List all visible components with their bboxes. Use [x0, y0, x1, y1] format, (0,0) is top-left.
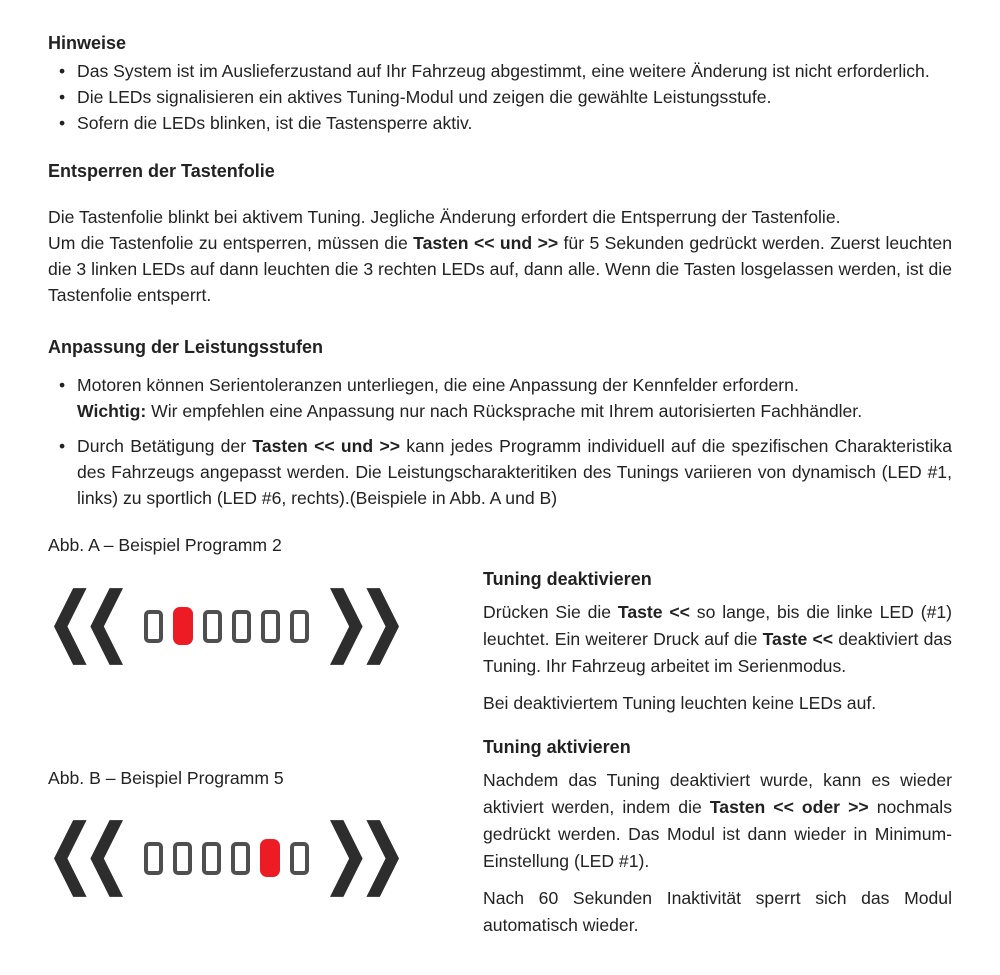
chevrons-right-icon: [330, 588, 399, 665]
anpassung-list: [48, 372, 952, 511]
hinweise-title: Hinweise: [48, 33, 127, 53]
tuning-aktivieren-paragraph: Nachdem das Tuning deaktiviert wurde, kann es wieder aktiviert werden, indem die Tasten << oder >> nochmals gedrückt werden. Das Modul ist dann wieder in Minimum-Einstellung (LED #1).: [483, 770, 952, 871]
list-item: • Sofern die LEDs blinken, ist die Tastensperre aktiv.: [48, 110, 952, 136]
led-off: [202, 842, 221, 875]
section-entsperren: [48, 158, 952, 308]
tuning-aktivieren-note: Nach 60 Sekunden Inaktivität sperrt sich das Modul automatisch wieder.: [483, 888, 952, 935]
chevrons-right-icon: [330, 820, 399, 897]
entsperren-intro: Die Tastenfolie blinkt bei aktivem Tuning. Jegliche Änderung erfordert die Entsperrung der Tastenfolie.: [48, 207, 841, 227]
led-indicator-row: [144, 839, 309, 877]
led-off: [232, 610, 251, 643]
led-off: [261, 610, 280, 643]
led-off: [290, 842, 309, 875]
anpassung-bullet1-line2: Wichtig: Wir empfehlen eine Anpassung nur nach Rücksprache mit Ihrem autorisierten Fachhändler.: [77, 401, 863, 421]
led-off: [231, 842, 250, 875]
entsperren-title: Entsperren der Tastenfolie: [48, 161, 275, 181]
led-off: [144, 610, 163, 643]
anpassung-title: Anpassung der Leistungsstufen: [48, 337, 324, 357]
list-item: • Die LEDs signalisieren ein aktives Tuning-Modul und zeigen die gewählte Leistungsstufe.: [48, 84, 952, 110]
list-item: [48, 372, 952, 424]
led-off: [144, 842, 163, 875]
led-off: [290, 610, 309, 643]
tuning-aktivieren-title: Tuning aktivieren: [483, 737, 631, 757]
instructions-column: [483, 566, 952, 949]
figure-b-graphic: [54, 816, 399, 900]
figure-a-graphic: [54, 584, 399, 668]
anpassung-bullet1-line1: • Motoren können Serientoleranzen unterliegen, die eine Anpassung der Kennfelder erfordern.: [77, 375, 799, 395]
led-indicator-row: [144, 607, 309, 645]
section-anpassung: [48, 334, 952, 511]
chevrons-left-icon: [54, 588, 123, 665]
figure-a-label: Abb. A – Beispiel Programm 2: [48, 535, 282, 555]
led-off: [173, 842, 192, 875]
tuning-deaktivieren-note: Bei deaktiviertem Tuning leuchten keine LEDs auf.: [483, 693, 877, 713]
figures-and-instructions: [48, 532, 952, 936]
figure-b-label: Abb. B – Beispiel Programm 5: [48, 768, 284, 788]
led-off: [203, 610, 222, 643]
list-item: • Das System ist im Auslieferzustand auf Ihr Fahrzeug abgestimmt, eine weitere Änderung ist nicht erforderlich.: [48, 58, 952, 84]
tuning-deaktivieren-paragraph: Drücken Sie die Taste << so lange, bis die linke LED (#1) leuchtet. Ein weiterer Druck auf die Taste << deaktiviert das Tuning. Ihr Fahrzeug arbeitet im Serienmodus.: [483, 602, 952, 676]
chevrons-left-icon: [54, 820, 123, 897]
hinweise-list: [48, 58, 952, 136]
tuning-deaktivieren-title: Tuning deaktivieren: [483, 569, 652, 589]
section-hinweise: [48, 30, 952, 136]
list-item: • Durch Betätigung der Tasten << und >> kann jedes Programm individuell auf die spezifischen Charakteristika des Fahrzeugs angepasst werden. Die Leistungscharakteritiken des Tunings variieren von dynamisch (LED #1, links) zu sportlich (LED #6, rechts).(Beispiele in Abb. A und B): [48, 433, 952, 511]
led-on: [260, 839, 280, 877]
led-on: [173, 607, 193, 645]
entsperren-paragraph: Um die Tastenfolie zu entsperren, müssen die Tasten << und >> für 5 Sekunden gedrückt werden. Zuerst leuchten die 3 linken LEDs auf dann leuchten die 3 rechten LEDs auf, dann alle. Wenn die Tasten losgelassen werden, ist die Tastenfolie entsperrt.: [48, 233, 952, 305]
